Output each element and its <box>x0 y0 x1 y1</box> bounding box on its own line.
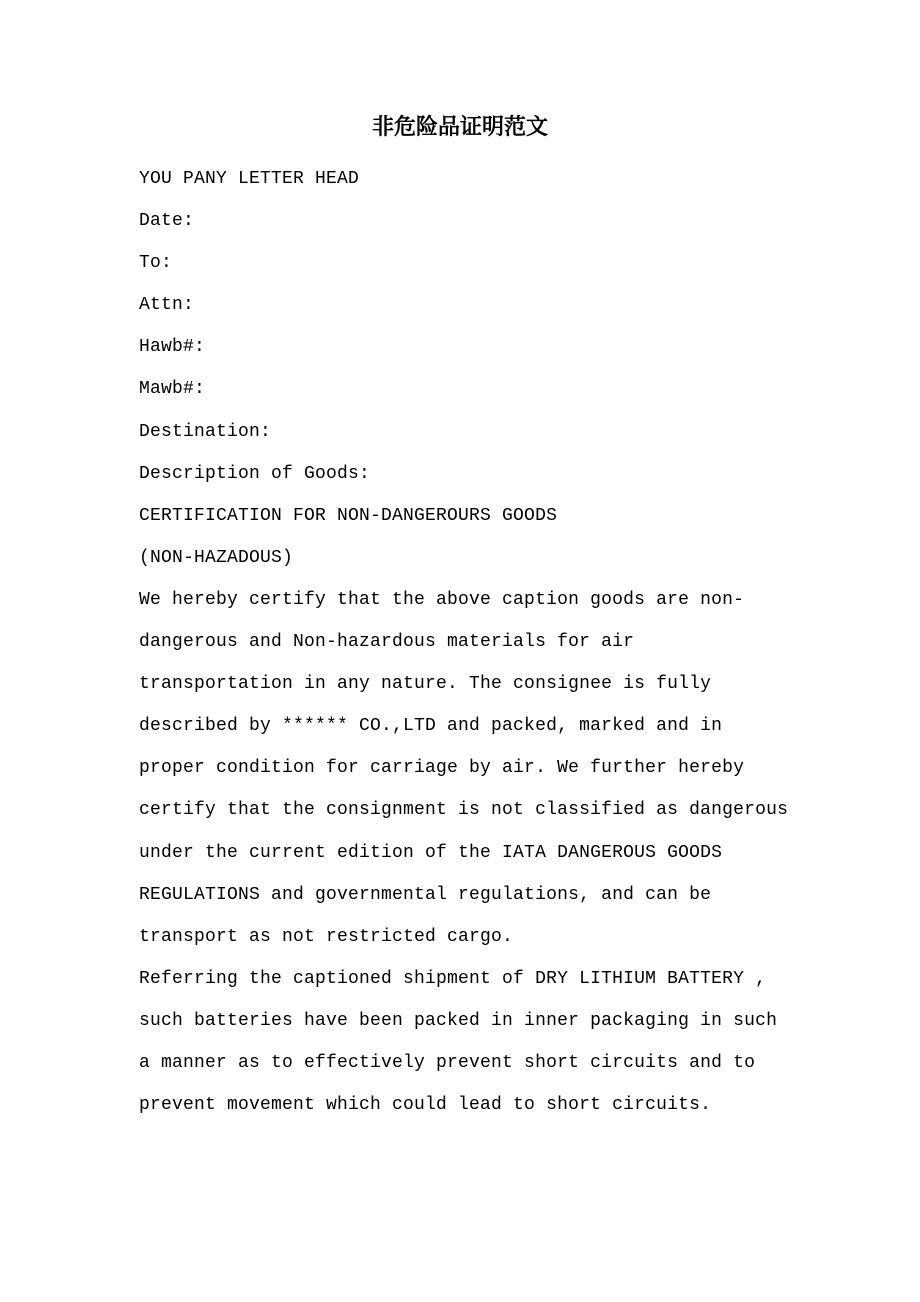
paragraph-line: transport as not restricted cargo. <box>139 926 514 947</box>
paragraph-line: under the current edition of the IATA DANGEROUS GOODS <box>139 842 723 863</box>
letterhead-line: YOU PANY LETTER HEAD <box>139 169 360 189</box>
paragraph-line: Referring the captioned shipment of DRY LITHIUM BATTERY , <box>139 968 767 989</box>
certification-heading: CERTIFICATION FOR NON-DANGEROURS GOODS <box>139 505 558 526</box>
to-field-label: To: <box>139 253 173 274</box>
paragraph-line: transportation in any nature. The consignee is fully <box>139 674 712 695</box>
hawb-field-label: Hawb#: <box>139 337 206 358</box>
date-field-label: Date: <box>139 211 195 232</box>
paragraph-line: certify that the consignment is not classified as dangerous <box>139 800 789 821</box>
attn-field-label: Attn: <box>139 295 195 316</box>
mawb-field-label: Mawb#: <box>139 379 206 400</box>
paragraph-line: We hereby certify that the above caption goods are non- <box>139 589 745 610</box>
paragraph-line: such batteries have been packed in inner packaging in such <box>139 1010 778 1031</box>
certification-subheading: (NON-HAZADOUS) <box>139 547 294 568</box>
paragraph-line: prevent movement which could lead to short circuits. <box>139 1095 712 1116</box>
paragraph-line: proper condition for carriage by air. We further hereby <box>139 758 745 779</box>
paragraph-line: REGULATIONS and governmental regulations, and can be <box>139 884 712 905</box>
description-field-label: Description of Goods: <box>139 463 371 484</box>
document-body <box>139 158 789 1126</box>
paragraph-line: described by ****** CO.,LTD and packed, marked and in <box>139 716 723 737</box>
paragraph-line: dangerous and Non-hazardous materials for air <box>139 632 635 653</box>
destination-field-label: Destination: <box>139 421 272 442</box>
paragraph-line: a manner as to effectively prevent short circuits and to <box>139 1052 756 1073</box>
document-title: 非危险品证明范文 <box>371 115 548 140</box>
